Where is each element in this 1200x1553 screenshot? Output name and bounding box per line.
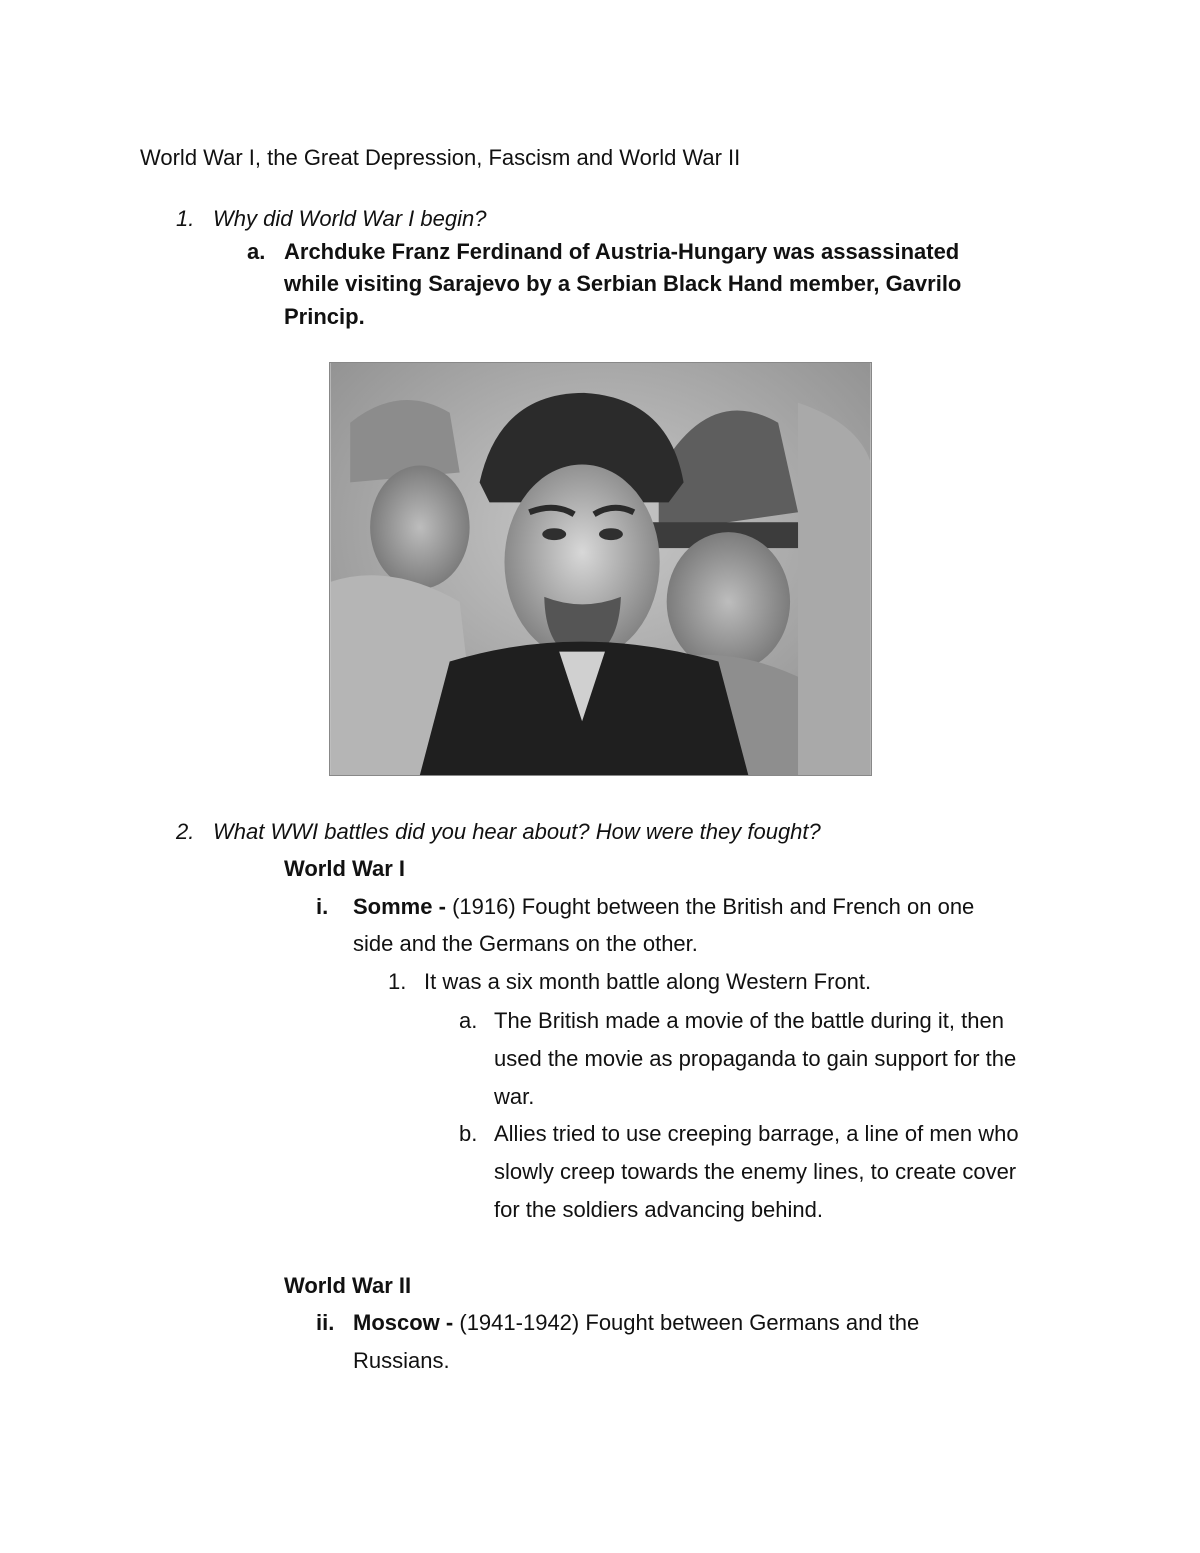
ww1-sub-text: It was a six month battle along Western Front.	[424, 969, 872, 994]
answer-1a-line: while visiting Sarajevo by a Serbian Black Hand member, Gavrilo	[284, 271, 962, 296]
ww2-heading: World War II	[284, 1273, 412, 1298]
ww2-battle-description-cont: Russians.	[353, 1348, 450, 1373]
ww1-heading: World War I	[284, 856, 405, 881]
ww1-point-a-marker: a.	[459, 1008, 478, 1033]
ww1-battle-description-cont: side and the Germans on the other.	[353, 931, 698, 956]
battle-year: (1941-1942)	[459, 1310, 580, 1335]
battle-dash: -	[438, 894, 446, 919]
document-title: World War I, the Great Depression, Fascism and World War II	[140, 145, 741, 170]
historical-photo	[329, 362, 872, 776]
ww1-point-a-line: used the movie as propaganda to gain support for the	[494, 1046, 1017, 1071]
ww1-point-a-line: The British made a movie of the battle during it, then	[494, 1008, 1004, 1033]
answer-1a-marker: a.	[247, 239, 266, 264]
ww1-point-b-marker: b.	[459, 1121, 478, 1146]
question-2-number: 2.	[176, 819, 195, 844]
battle-description: Fought between the British and French on one	[521, 894, 975, 919]
question-2-text: What WWI battles did you hear about? How were they fought?	[213, 819, 821, 844]
ww2-battle-line	[353, 1312, 919, 1334]
battle-description: Fought between Germans and the	[585, 1310, 920, 1335]
answer-1a-line: Archduke Franz Ferdinand of Austria-Hungary was assassinated	[284, 239, 960, 264]
battle-name: Moscow	[353, 1310, 440, 1335]
photo-drawing	[330, 363, 871, 775]
battle-name: Somme	[353, 894, 433, 919]
ww1-sub-marker: 1.	[388, 969, 407, 994]
ww1-point-b-line: Allies tried to use creeping barrage, a line of men who	[494, 1121, 1019, 1146]
ww1-battle-marker: i.	[316, 894, 329, 919]
question-1-text: Why did World War I begin?	[213, 206, 487, 231]
ww1-point-b-line: for the soldiers advancing behind.	[494, 1197, 823, 1222]
question-1-number: 1.	[176, 206, 195, 231]
battle-year: (1916)	[452, 894, 516, 919]
ww1-point-a-line: war.	[494, 1084, 535, 1109]
ww1-point-b-line: slowly creep towards the enemy lines, to create cover	[494, 1159, 1017, 1184]
battle-dash: -	[445, 1310, 454, 1335]
ww2-battle-marker: ii.	[316, 1310, 335, 1335]
answer-1a-line: Princip.	[284, 304, 365, 329]
ww1-battle-line	[353, 896, 974, 918]
